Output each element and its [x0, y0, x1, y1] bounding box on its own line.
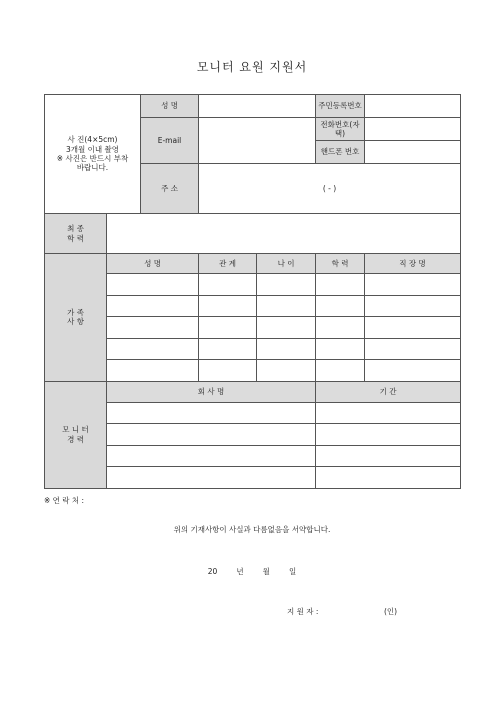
- family-row: [45, 360, 461, 382]
- career-label: [45, 381, 107, 488]
- career-header-period: 기 간: [316, 381, 461, 402]
- career-company-cell[interactable]: [107, 467, 316, 489]
- family-age-cell[interactable]: [257, 338, 316, 360]
- education-label: [45, 214, 107, 254]
- contact-label: ※ 연 락 처 :: [44, 496, 85, 505]
- family-name-cell[interactable]: [107, 317, 199, 339]
- email-field[interactable]: [199, 118, 316, 164]
- mobile-label: 핸드폰 번호: [316, 141, 365, 164]
- family-row: [45, 295, 461, 317]
- photo-box[interactable]: [45, 95, 141, 214]
- email-label: E-mail: [141, 118, 199, 164]
- family-workplace-cell[interactable]: [365, 317, 461, 339]
- rrn-field[interactable]: [365, 95, 461, 118]
- family-name-cell[interactable]: [107, 274, 199, 296]
- family-header-education: 학 력: [316, 254, 365, 274]
- photo-request-text: 바랍니다.: [76, 163, 109, 173]
- family-workplace-cell[interactable]: [365, 295, 461, 317]
- family-row: [45, 317, 461, 339]
- career-company-cell[interactable]: [107, 402, 316, 424]
- address-field[interactable]: ( - ): [199, 164, 461, 214]
- photo-size-text: 사 진(4×5cm): [67, 135, 118, 145]
- family-label-line1: 가 족: [67, 307, 84, 317]
- document-title: 모니터 요원 지원서: [196, 60, 308, 74]
- family-label-line2: 사 항: [67, 317, 84, 327]
- family-name-cell[interactable]: [107, 360, 199, 382]
- career-period-cell[interactable]: [316, 445, 461, 467]
- family-relation-cell[interactable]: [199, 295, 257, 317]
- family-relation-cell[interactable]: [199, 274, 257, 296]
- career-label-line1: 모 니 터: [62, 425, 89, 435]
- career-row: [45, 445, 461, 467]
- application-form-table: [44, 94, 461, 489]
- home-phone-field[interactable]: [365, 118, 461, 141]
- seal-mark: (인): [384, 607, 398, 616]
- career-row: [45, 402, 461, 424]
- family-label: [45, 254, 107, 382]
- photo-attach-text: ※ 사진은 반드시 부착: [56, 154, 129, 163]
- career-company-cell[interactable]: [107, 445, 316, 467]
- career-label-line2: 경 력: [67, 434, 84, 444]
- family-workplace-cell[interactable]: [365, 360, 461, 382]
- career-period-cell[interactable]: [316, 467, 461, 489]
- career-row: [45, 467, 461, 489]
- family-name-cell[interactable]: [107, 338, 199, 360]
- family-relation-cell[interactable]: [199, 338, 257, 360]
- family-relation-cell[interactable]: [199, 317, 257, 339]
- family-age-cell[interactable]: [257, 360, 316, 382]
- career-header-company: 회 사 명: [107, 381, 316, 402]
- family-age-cell[interactable]: [257, 295, 316, 317]
- education-field[interactable]: [107, 214, 461, 254]
- career-company-cell[interactable]: [107, 424, 316, 446]
- family-age-cell[interactable]: [257, 274, 316, 296]
- family-header-age: 나 이: [257, 254, 316, 274]
- family-header-name: 성 명: [107, 254, 199, 274]
- career-period-cell[interactable]: [316, 402, 461, 424]
- family-education-cell[interactable]: [316, 360, 365, 382]
- education-label-line1: 최 종: [67, 224, 84, 234]
- address-label: 주 소: [141, 164, 199, 214]
- family-workplace-cell[interactable]: [365, 338, 461, 360]
- rrn-label: 주민등록번호: [316, 95, 365, 118]
- mobile-field[interactable]: [365, 141, 461, 164]
- family-education-cell[interactable]: [316, 338, 365, 360]
- name-field[interactable]: [199, 95, 316, 118]
- photo-recency-text: 3개월 이내 촬영: [65, 144, 119, 154]
- family-row: [45, 338, 461, 360]
- applicant-label: 지 원 자 :: [287, 607, 319, 616]
- declaration-text: 위의 기재사항이 사실과 다름없음을 서약합니다.: [173, 525, 331, 534]
- family-education-cell[interactable]: [316, 317, 365, 339]
- family-row: [45, 274, 461, 296]
- family-education-cell[interactable]: [316, 295, 365, 317]
- date-line: 20 년 월 일: [207, 567, 297, 576]
- family-age-cell[interactable]: [257, 317, 316, 339]
- family-name-cell[interactable]: [107, 295, 199, 317]
- family-education-cell[interactable]: [316, 274, 365, 296]
- education-label-line2: 학 력: [67, 233, 84, 243]
- name-label: 성 명: [141, 95, 199, 118]
- family-header-relation: 관 계: [199, 254, 257, 274]
- career-period-cell[interactable]: [316, 424, 461, 446]
- career-row: [45, 424, 461, 446]
- family-relation-cell[interactable]: [199, 360, 257, 382]
- family-header-workplace: 직 장 명: [365, 254, 461, 274]
- family-workplace-cell[interactable]: [365, 274, 461, 296]
- home-phone-label: 전화번호(자택): [316, 118, 365, 141]
